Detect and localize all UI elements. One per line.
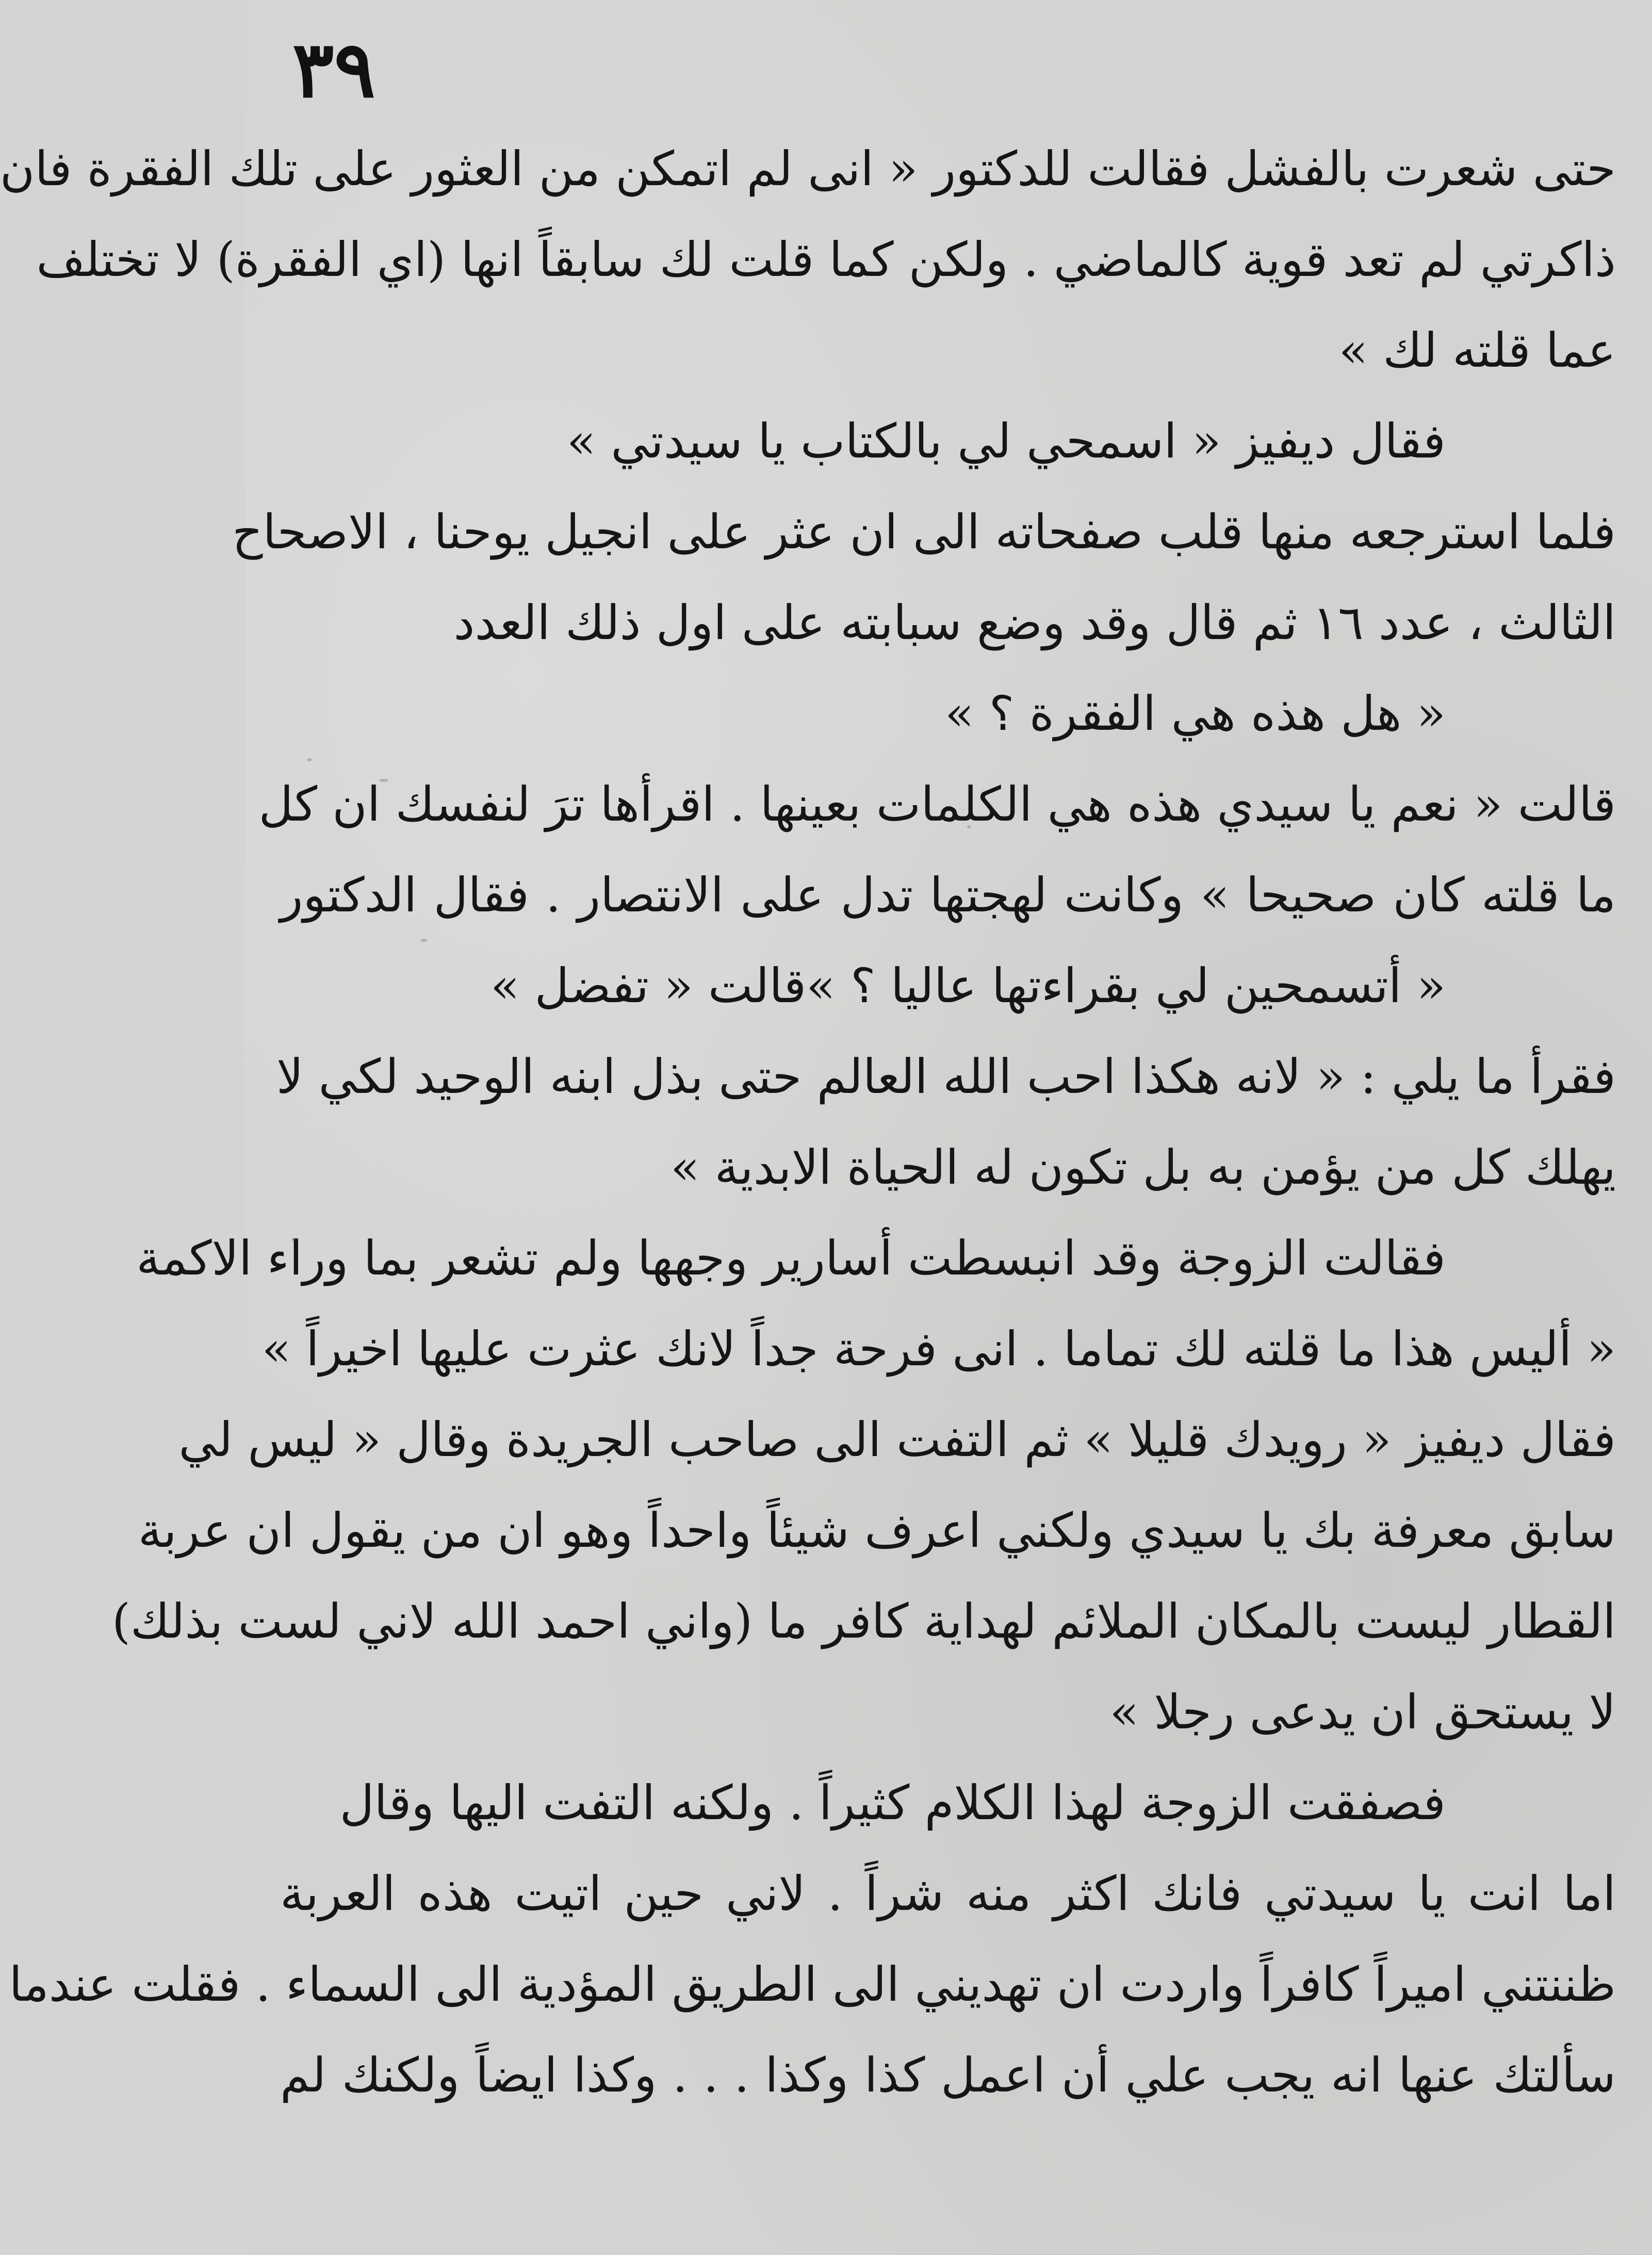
text-line: « هل هذه هي الفقرة ؟ » <box>945 686 1446 741</box>
text-line: فقال ديفيز « رويدك قليلا » ثم التفت الى صاحب الجريدة وقال « ليس لي <box>178 1412 1616 1467</box>
text-line: ما قلته كان صحيحا » وكانت لهجتها تدل على الانتصار . فقال الدكتور <box>280 868 1616 923</box>
text-line: ظننتني اميراً كافراً واردت ان تهديني الى الطريق المؤدية الى السماء . فقلت عندما <box>9 1957 1616 2012</box>
paper-speck <box>420 939 428 942</box>
paper-speck <box>291 1238 297 1241</box>
text-line: فقرأ ما يلي : « لانه هكذا احب الله العالم حتى بذل ابنه الوحيد لكي لا <box>276 1049 1616 1104</box>
text-line: عما قلته لك » <box>1338 323 1616 378</box>
text-line: فصفقت الزوجة لهذا الكلام كثيراً . ولكنه التفت اليها وقال <box>339 1775 1446 1831</box>
text-line-left: قالت « تفضل » <box>490 958 807 1014</box>
paper-speck <box>379 779 388 782</box>
text-body <box>0 124 1616 2121</box>
text-line: « أليس هذا ما قلته لك تماما . انى فرحة جداً لانك عثرت عليها اخيراً » <box>261 1321 1616 1377</box>
text-line: الثالث ، عدد ١٦ ثم قال وقد وضع سبابته على اول ذلك العدد <box>453 595 1616 650</box>
text-line: فقال ديفيز « اسمحي لي بالكتاب يا سيدتي » <box>566 414 1446 469</box>
text-line: سألتك عنها انه يجب علي أن اعمل كذا وكذا . . . وكذا ايضاً ولكنك لم <box>280 2048 1616 2103</box>
text-line-right: « أتسمحين لي بقراءتها عاليا ؟ » <box>806 958 1446 1014</box>
text-line: يهلك كل من يؤمن به بل تكون له الحياة الابدية » <box>670 1140 1616 1195</box>
text-line: فلما استرجعه منها قلب صفحاته الى ان عثر على انجيل يوحنا ، الاصحاح <box>232 504 1616 560</box>
text-line: سابق معرفة بك يا سيدي ولكني اعرف شيئاً واحداً وهو ان من يقول ان عربة <box>138 1503 1616 1558</box>
page-number: ٣٩ <box>292 24 376 115</box>
text-line: قالت « نعم يا سيدي هذه هي الكلمات بعينها . اقرأها ترَ لنفسك ان كل <box>258 777 1616 832</box>
paper-speck <box>338 908 343 911</box>
text-line: حتى شعرت بالفشل فقالت للدكتور « انى لم اتمكن من العثور على تلك الفقرة فان <box>0 141 1616 197</box>
paper-speck <box>967 825 971 828</box>
text-line: القطار ليست بالمكان الملائم لهداية كافر ما (واني احمد الله لاني لست بذلك) <box>111 1594 1616 1649</box>
text-line: فقالت الزوجة وقد انبسطت أسارير وجهها ولم تشعر بما وراء الاكمة <box>136 1231 1446 1286</box>
paper-speck <box>307 758 312 761</box>
text-line: ذاكرتي لم تعد قوية كالماضي . ولكن كما قلت لك سابقاً انها (اي الفقرة) لا تختلف <box>36 232 1616 287</box>
text-line-split <box>280 941 1616 1032</box>
text-line: لا يستحق ان يدعى رجلا » <box>1109 1685 1616 1740</box>
text-line: اما انت يا سيدتي فانك اكثر منه شراً . لاني حين اتيت هذه العربة <box>280 1866 1616 1921</box>
